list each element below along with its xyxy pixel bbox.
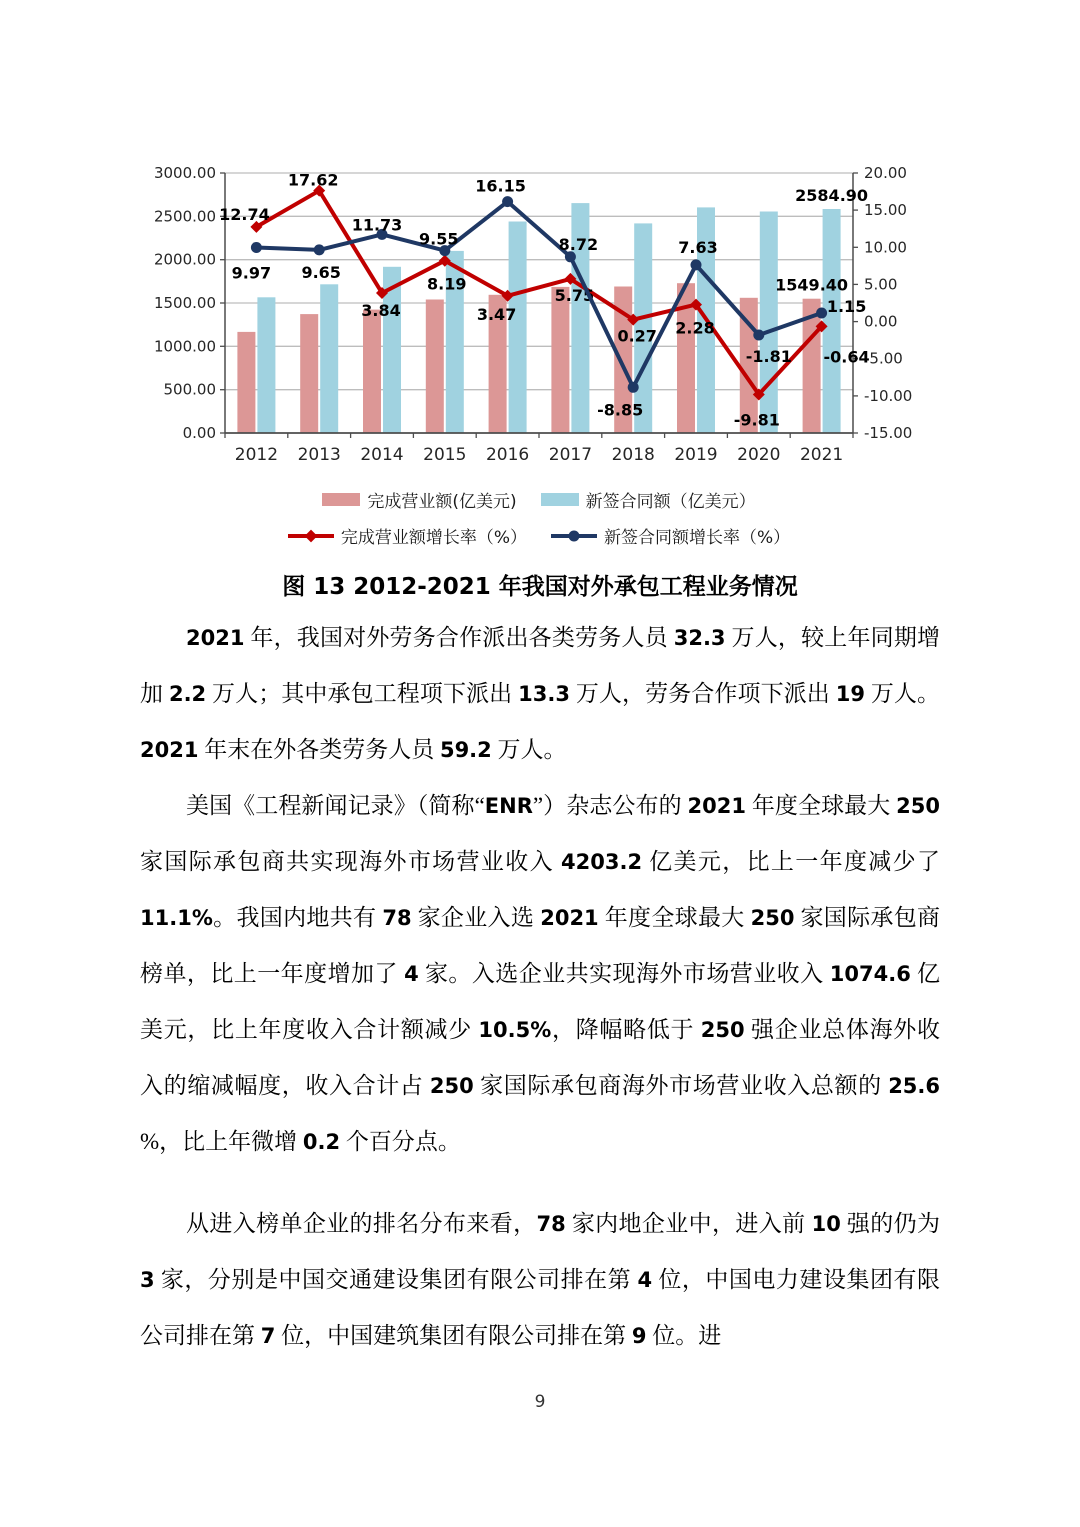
- trend-line: [256, 191, 821, 395]
- line-point-label: -8.85: [597, 400, 644, 420]
- line-point-label: -9.81: [733, 410, 780, 430]
- left-axis-label: 1500.00: [153, 294, 216, 312]
- line-point-label: 3.84: [361, 301, 401, 320]
- right-axis-label: 10.00: [864, 238, 907, 257]
- category-label: 2020: [737, 445, 781, 465]
- category-label: 2012: [234, 445, 279, 465]
- legend-item-new-contracts: [541, 487, 756, 512]
- category-label: 2013: [297, 445, 341, 465]
- right-axis-label: 15.00: [864, 201, 907, 220]
- inline-number: 2.2: [168, 682, 207, 706]
- legend-label-contract-growth: 新签合同额增长率（%）: [604, 528, 791, 548]
- category-label: 2019: [674, 445, 718, 465]
- left-axis-label: 2000.00: [153, 250, 216, 269]
- bar-2012: [257, 297, 275, 433]
- line-point-label: 9.55: [419, 229, 459, 249]
- legend-item-completed-turnover: [322, 487, 516, 512]
- body-text: [140, 610, 940, 1364]
- right-axis-label: 0.00: [864, 312, 898, 331]
- navy-line-swatch-icon: [551, 534, 597, 538]
- inline-number: 25.6: [888, 1074, 941, 1098]
- line-point-label: 9.97: [231, 263, 272, 283]
- circle-marker-icon: [502, 196, 513, 207]
- inline-number: 9: [631, 1324, 647, 1348]
- chart-legend-row-1: [225, 487, 853, 512]
- legend-label-completed-turnover: 完成营业额(亿美元): [367, 492, 517, 512]
- inline-number: 4203.2: [561, 850, 643, 874]
- paragraph-labor-cooperation: 2021 年，我国对外劳务合作派出各类劳务人员 32.3 万人，较上年同期增加 2.2 万人；其中承包工程项下派出 13.3 万人，劳务合作项下派出 19 万人。2021 年末在外各类劳务人员 59.2 万人。: [140, 625, 941, 762]
- paragraph-enr-ranking: 美国《工程新闻记录》（简称“ENR”）杂志公布的 2021 年度全球最大 250 家国际承包商共实现海外市场营业收入 4203.2 亿美元，比上一年度减少了 11.1%。我国内地共有 78 家企业入选 2021 年度全球最大 250 家国际承包商榜单，比上一年度增加了 4 家。入选企业共实现海外市场营业收入 1074.6 亿美元，比上年度收入合计额减少 10.5%，降幅略低于 250 强企业总体海外收入的缩减幅度，收入合计占 250 家国际承包商海外市场营业收入总额的 25.6 %，比上年微增 0.2 个百分点。: [140, 793, 941, 1154]
- category-label: 2018: [611, 445, 655, 465]
- inline-number: 4: [637, 1268, 653, 1292]
- red-line-swatch-icon: [288, 534, 334, 538]
- inline-number: 59.2: [439, 738, 492, 762]
- inline-number: 250: [750, 906, 795, 930]
- page-number: 9: [534, 1392, 546, 1412]
- line-point-label: 16.15: [475, 176, 526, 196]
- inline-number: 13.3: [518, 682, 570, 706]
- category-label: 2014: [360, 445, 404, 465]
- line-point-label: 9.65: [301, 262, 341, 282]
- right-axis-label: 5.00: [864, 275, 898, 294]
- bar-2014: [363, 310, 381, 433]
- inline-number: 250: [896, 794, 940, 818]
- diamond-marker-icon: [304, 529, 317, 542]
- line-point-label: 3.47: [476, 304, 517, 324]
- bar-2017: [551, 287, 569, 433]
- right-axis-label: -15.00: [864, 424, 913, 442]
- circle-marker-icon: [251, 242, 262, 253]
- inline-number: 2021: [540, 906, 599, 930]
- left-axis-label: 1000.00: [153, 337, 216, 356]
- bar-2016: [509, 222, 527, 434]
- line-point-label: -0.64: [823, 347, 870, 367]
- figure-caption: 图 13 2012-2021 年我国对外承包工程业务情况: [282, 574, 798, 600]
- line-point-label: 11.73: [351, 215, 403, 235]
- circle-marker-icon: [628, 382, 639, 393]
- inline-number: 10.5%: [478, 1018, 552, 1042]
- inline-number: 2021: [687, 794, 746, 818]
- circle-marker-icon: [569, 530, 580, 541]
- category-label: 2015: [423, 445, 467, 465]
- line-point-label: 8.19: [427, 274, 467, 294]
- legend-item-contract-growth: [551, 523, 790, 548]
- legend-item-turnover-growth: [288, 523, 527, 548]
- combo-chart: [0, 0, 1080, 480]
- circle-marker-icon: [816, 308, 827, 319]
- circle-marker-icon: [753, 330, 764, 341]
- bar-point-label: 2584.90: [795, 186, 869, 205]
- inline-number: 2021: [140, 738, 199, 762]
- left-axis-label: 500.00: [163, 380, 216, 399]
- right-axis-label: -5.00: [864, 349, 903, 368]
- legend-label-new-contracts: 新签合同额（亿美元）: [585, 492, 756, 512]
- inline-number: 250: [429, 1074, 474, 1098]
- line-point-label: 8.72: [558, 234, 599, 254]
- legend-label-turnover-growth: 完成营业额增长率（%）: [340, 528, 527, 548]
- inline-number: 3: [140, 1268, 155, 1292]
- bar-point-label: 1549.40: [775, 275, 849, 295]
- inline-number: 1074.6: [829, 962, 911, 986]
- category-label: 2017: [548, 445, 593, 465]
- inline-number: 250: [700, 1018, 745, 1042]
- line-point-label: 7.63: [678, 237, 718, 257]
- line-point-label: 17.62: [287, 170, 339, 190]
- inline-number: 19: [835, 682, 865, 706]
- paragraph-top10-distribution: 从进入榜单企业的排名分布来看，78 家内地企业中，进入前 10 强的仍为 3 家，分别是中国交通建设集团有限公司排在第 4 位，中国电力建设集团有限公司排在第 7 位，中国建筑集团有限公司排在第 9 位。进: [140, 1211, 941, 1348]
- circle-marker-icon: [314, 244, 325, 255]
- pink-bar-swatch-icon: [322, 493, 360, 506]
- circle-marker-icon: [691, 259, 702, 270]
- inline-number: 78: [382, 906, 412, 930]
- category-label: 2016: [485, 445, 530, 465]
- inline-number: 32.3: [673, 626, 726, 650]
- inline-number: 4: [404, 962, 419, 986]
- line-point-label: 0.27: [617, 326, 657, 346]
- inline-number: ENR: [484, 794, 533, 818]
- bar-2021: [823, 209, 841, 433]
- line-point-label: 1.15: [826, 297, 867, 316]
- right-axis-label: 20.00: [864, 164, 907, 182]
- line-point-label: 12.74: [219, 204, 270, 224]
- left-axis-label: 2500.00: [153, 207, 216, 226]
- inline-number: 78: [536, 1212, 566, 1236]
- inline-number: 2021: [186, 626, 245, 650]
- category-label: 2021: [799, 445, 844, 465]
- bar-2020: [760, 212, 778, 434]
- bar-2015: [426, 300, 444, 434]
- inline-number: 0.2: [302, 1130, 341, 1154]
- chart-legend-row-2: [225, 523, 853, 548]
- bar-2012: [237, 332, 255, 433]
- left-axis-label: 3000.00: [153, 164, 216, 182]
- bar-2013: [300, 314, 318, 433]
- inline-number: 10: [811, 1212, 841, 1236]
- left-axis-label: 0.00: [182, 424, 216, 442]
- inline-number: 11.1%: [140, 906, 213, 930]
- inline-number: 7: [260, 1324, 276, 1348]
- bar-2013: [320, 284, 338, 433]
- figure-chart: [0, 0, 1080, 480]
- line-point-label: 5.75: [554, 285, 595, 305]
- line-point-label: -1.81: [745, 347, 792, 366]
- line-point-label: 2.28: [675, 318, 715, 338]
- blue-bar-swatch-icon: [541, 493, 579, 506]
- right-axis-label: -10.00: [864, 386, 913, 405]
